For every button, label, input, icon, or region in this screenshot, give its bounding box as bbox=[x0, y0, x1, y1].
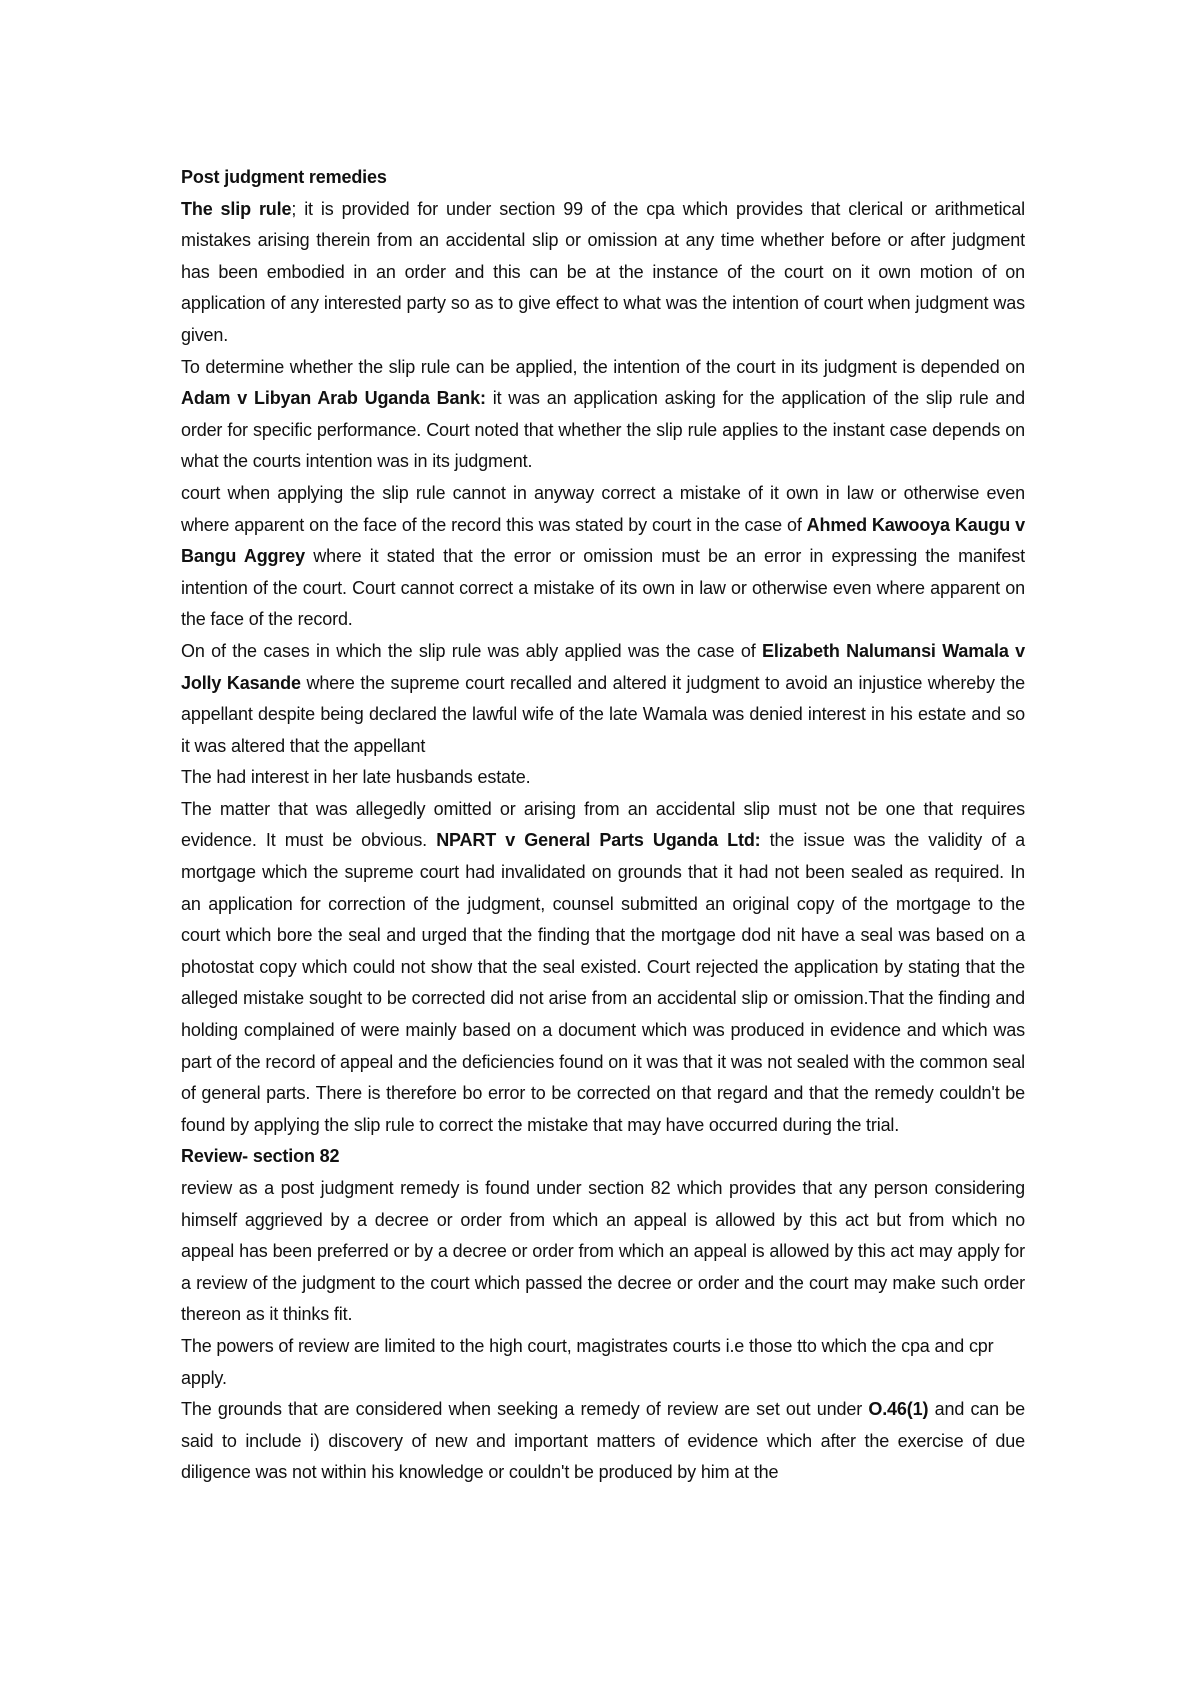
paragraph-text: The matter that was allegedly omitted or arising from an accidental slip must not be one that requires evidence. It must be obvious. bbox=[181, 798, 1025, 851]
paragraph-interest: The had interest in her late husbands estate. bbox=[181, 767, 531, 788]
paragraph-review: review as a post judgment remedy is found under section 82 which provides that any person considering himself aggrieved by a decree or order from which an appeal is allowed by this act but from which no appeal has been preferred or by a decree or order from which an appeal is allowed by this act may apply for a review of the judgment to the court which passed the decree or order and the court may make such order thereon as it thinks fit. bbox=[181, 1178, 1025, 1325]
paragraph-text: On of the cases in which the slip rule was ably applied was the case of bbox=[181, 640, 762, 661]
paragraph-text: it was an application asking for the application of the slip rule and order for specific performance. Court noted that whether the slip rule applies to the instant case depends on what the courts intention was in its judgment. bbox=[181, 388, 1025, 472]
case-name: NPART v General Parts Uganda Ltd: bbox=[436, 830, 761, 851]
paragraph-grounds bbox=[181, 1394, 1025, 1489]
paragraph-text: and can be said to include i) discovery of new and important matters of evidence which after the exercise of due diligence was not within his knowledge or couldn't be produced by him at the bbox=[181, 1399, 1026, 1483]
paragraph-evidence bbox=[181, 794, 1025, 1142]
paragraph-applied-case bbox=[181, 636, 1025, 762]
paragraph-text: the issue was the validity of a mortgage which the supreme court had invalidated on grounds that it had not been sealed as required. In an application for correction of the judgment, counsel submitted an original copy of the mortgage to the court which bore the seal and urged that the finding that the mortgage dod nit have a seal was based on a photostat copy which could not show that the seal existed. Court rejected the application by stating that the alleged mistake sought to be corrected did not arise from an accidental slip or omission.That the finding and holding complained of were mainly based on a document which was produced in evidence and which was part of the record of appeal and the deficiencies found on it was that it was not sealed with the common seal of general parts. There is therefore bo error to be corrected on that regard and that the remedy couldn't be found by applying the slip rule to correct the mistake that may have occurred during the trial. bbox=[181, 830, 1026, 1135]
review-heading: Review- section 82 bbox=[181, 1146, 340, 1167]
order-reference: O.46(1) bbox=[868, 1399, 929, 1420]
case-name: Adam v Libyan Arab Uganda Bank: bbox=[181, 388, 486, 409]
paragraph-text: The grounds that are considered when seeking a remedy of review are set out under bbox=[181, 1399, 869, 1420]
paragraph-mistake-of-law bbox=[181, 478, 1025, 636]
case-name: Ahmed Kawooya Kaugu v Bangu Aggrey bbox=[181, 514, 1025, 567]
case-name: Elizabeth Nalumansi Wamala v Jolly Kasande bbox=[181, 640, 1025, 693]
paragraph-text: To determine whether the slip rule can be applied, the intention of the court in its judgment is depended on bbox=[181, 356, 1025, 377]
document-page bbox=[181, 162, 1025, 1489]
paragraph-text: court when applying the slip rule cannot in anyway correct a mistake of it own in law or otherwise even where apparent on the face of the record this was stated by court in the case of bbox=[181, 482, 1025, 535]
slip-rule-text: ; it is provided for under section 99 of the cpa which provides that clerical or arithmetical mistakes arising therein from an accidental slip or omission at any time whether before or after judgment has been embodied in an order and this can be at the instance of the court on it own motion of on application of any interested party so as to give effect to what was the intention of court when judgment was given. bbox=[181, 198, 1025, 345]
paragraph-powers: The powers of review are limited to the high court, magistrates courts i.e those tto which the cpa and cpr apply. bbox=[181, 1335, 994, 1388]
slip-rule-label: The slip rule bbox=[181, 198, 292, 219]
document-title: Post judgment remedies bbox=[181, 167, 387, 187]
paragraph-slip-rule bbox=[181, 194, 1025, 352]
paragraph-intention bbox=[181, 352, 1025, 478]
paragraph-text: where the supreme court recalled and altered it judgment to avoid an injustice whereby the appellant despite being declared the lawful wife of the late Wamala was denied interest in his estate and so it was altered that the appellant bbox=[181, 672, 1025, 756]
paragraph-text: where it stated that the error or omission must be an error in expressing the manifest intention of the court. Court cannot correct a mistake of its own in law or otherwise even where apparent on the face of the record. bbox=[181, 546, 1025, 630]
